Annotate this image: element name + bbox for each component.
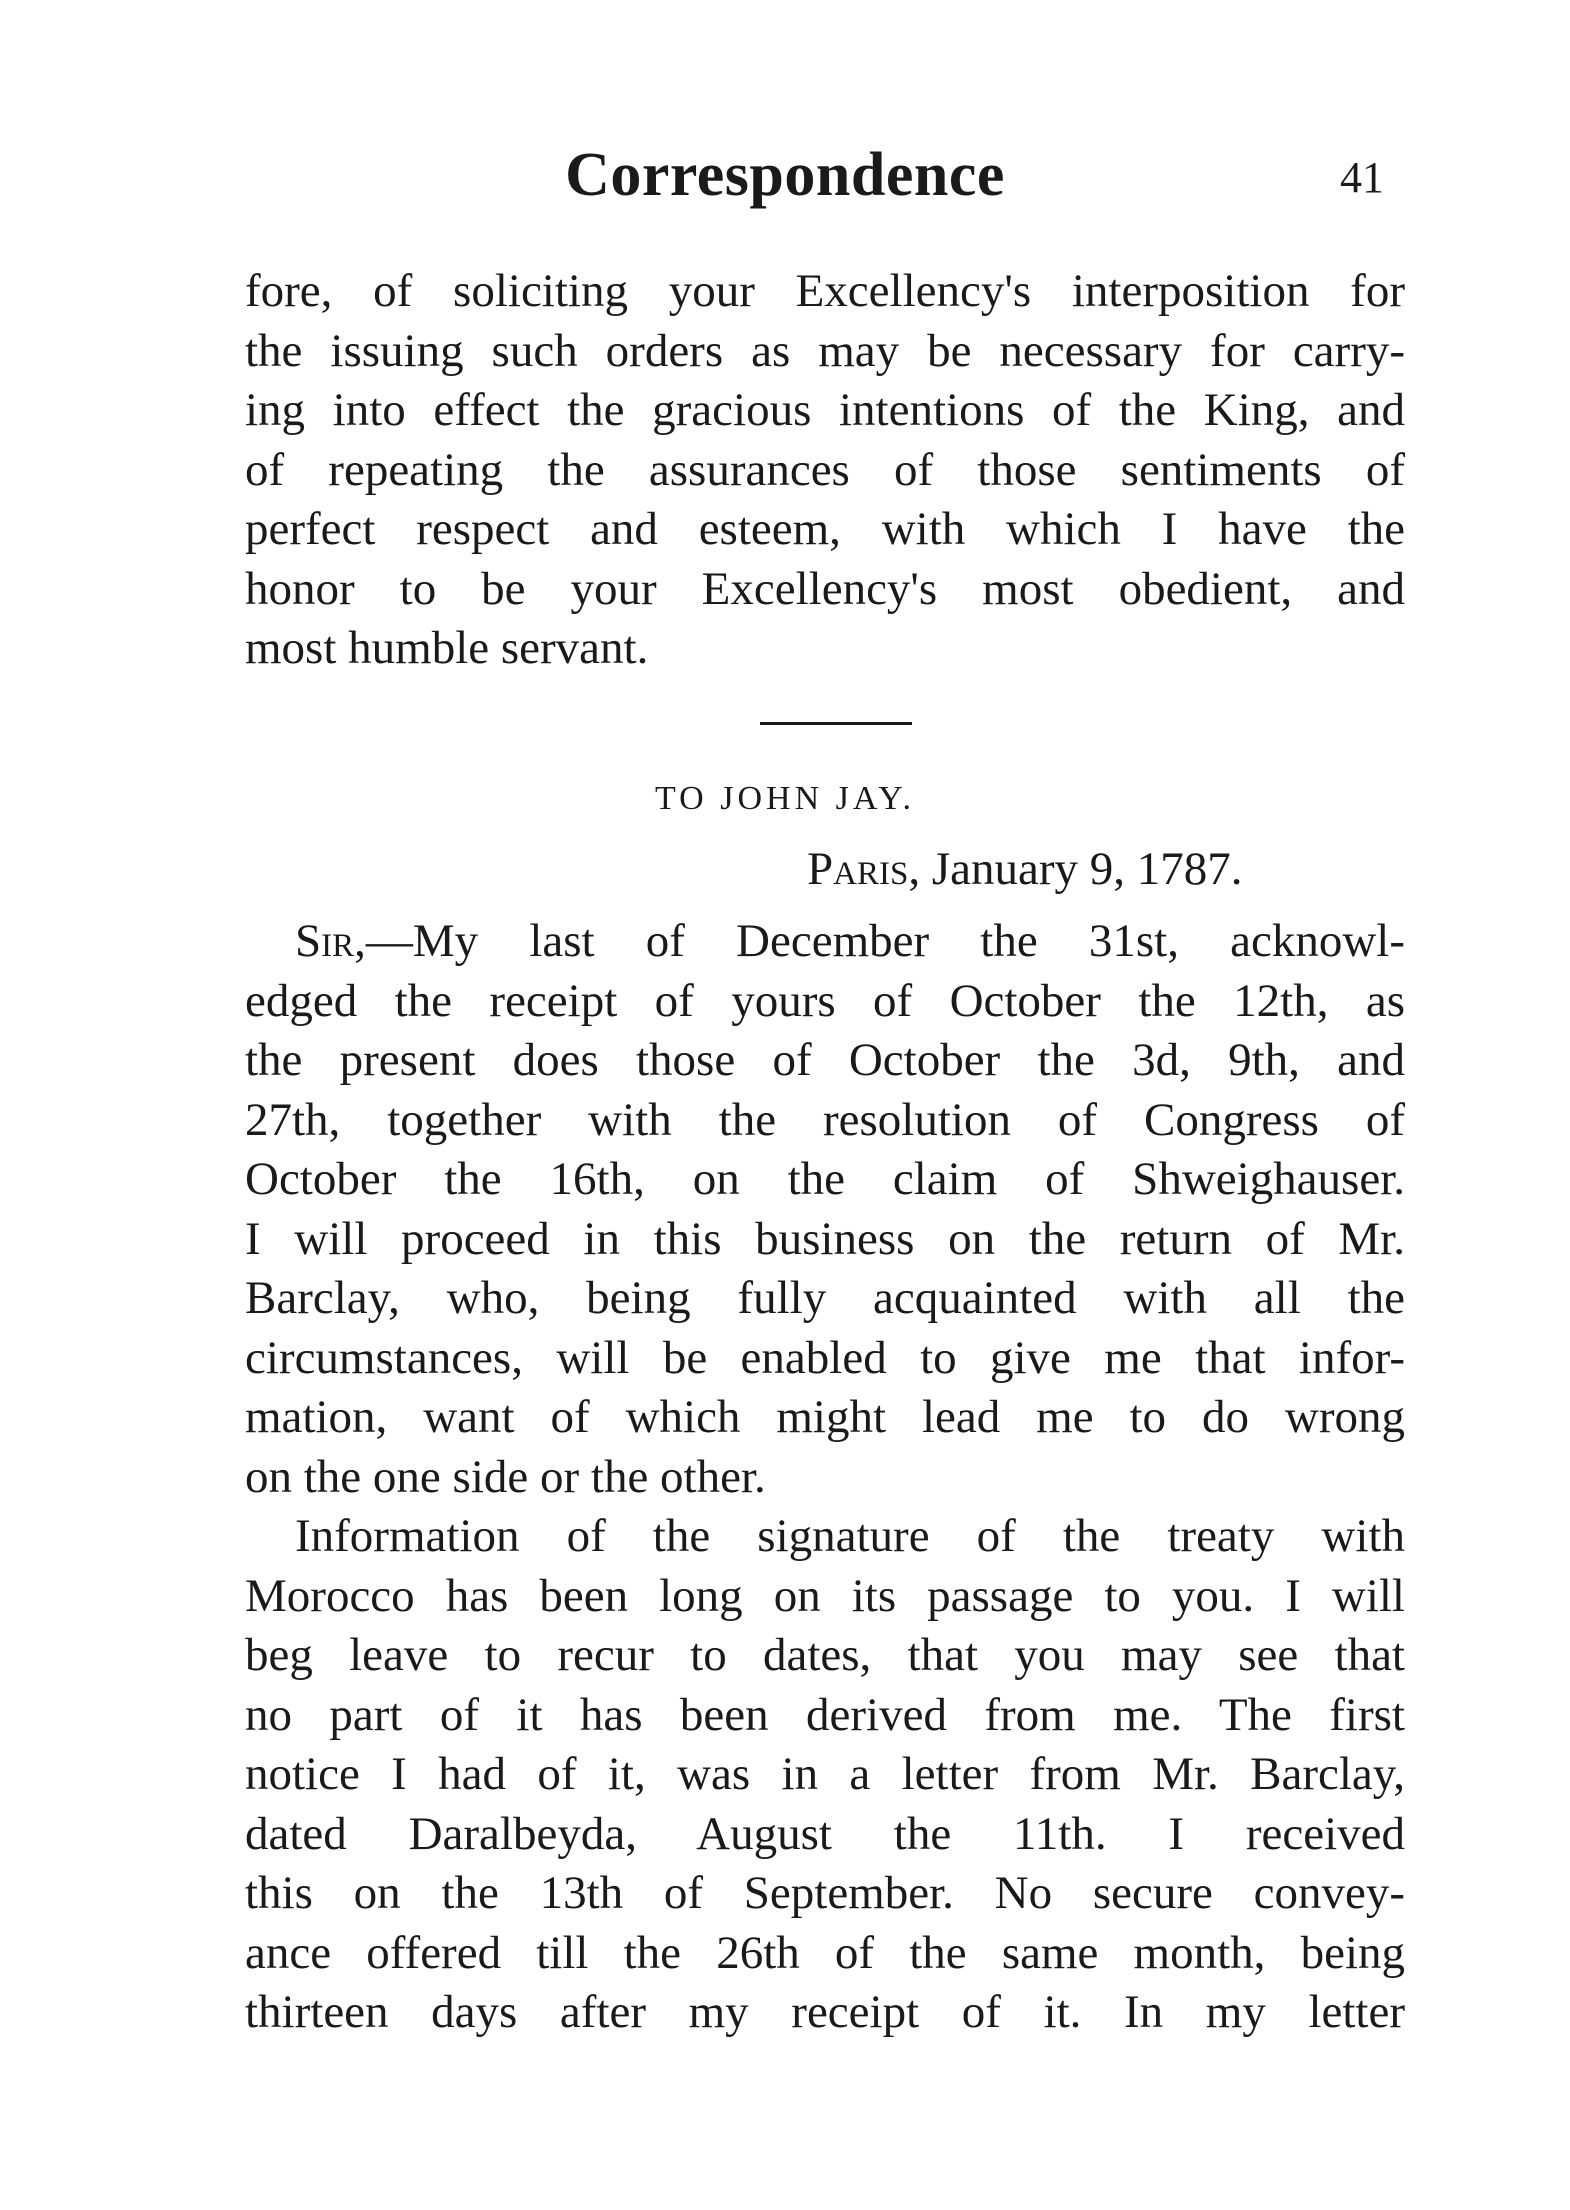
text-line: October the 16th, on the claim of Shweighauser. [245,1153,1405,1205]
salutation-rest: ,—My last of December the 31st, acknowl- [354,915,1405,967]
text-line: the issuing such orders as may be necessary for carry- [245,324,1405,377]
text-line: circumstances, will be enabled to give me that infor- [245,1331,1405,1384]
text-line: no part of it has been derived from me. The first [245,1688,1405,1741]
text-line: edged the receipt of yours of October the 12th, as [245,974,1405,1027]
text-line: ing into effect the gracious intentions of the King, and [245,384,1405,436]
running-header-title: Correspondence [565,141,1005,209]
text-line: ance offered till the 26th of the same month, being [245,1926,1405,1979]
text-line: notice I had of it, was in a letter from Mr. Barclay, [245,1748,1405,1800]
text-line: mation, want of which might lead me to do wrong [245,1391,1405,1443]
text-line: I will proceed in this business on the return of Mr. [245,1212,1405,1265]
letter-paragraph-1 [245,912,1405,1507]
text-line: Barclay, who, being fully acquainted with all the [245,1272,1405,1324]
text-line: dated Daralbeyda, August the 11th. I received [245,1807,1405,1860]
dateline-date: , January 9, 1787. [908,843,1243,895]
letter-addressee: TO JOHN JAY. [655,780,915,817]
text-line: 27th, together with the resolution of Congress of [245,1093,1405,1146]
text-line: of repeating the assurances of those sentiments of [245,443,1405,496]
text-line [245,912,1405,972]
dateline-place: Paris [807,843,909,895]
text-line: thirteen days after my receipt of it. In my letter [245,1986,1405,2038]
page-number: 41 [1340,153,1384,202]
text-line: this on the 13th of September. No secure convey- [245,1867,1405,1919]
text-line: the present does those of October the 3d, 9th, and [245,1034,1405,1086]
salutation: Sir [295,915,355,967]
text-line: honor to be your Excellency's most obedient, and [245,562,1405,615]
text-line: beg leave to recur to dates, that you may see that [245,1629,1405,1681]
letter-dateline [807,842,1243,896]
text-line: fore, of soliciting your Excellency's interposition for [245,265,1405,317]
text-line: Morocco has been long on its passage to you. I will [245,1569,1405,1622]
letter-paragraph-2 [245,1507,1405,2043]
section-divider [760,722,912,725]
continuation-paragraph [245,262,1405,679]
text-line: most humble servant. [245,622,649,674]
text-line: on the one side or the other. [245,1450,766,1503]
text-line: Information of the signature of the treaty with [295,1510,1405,1562]
text-line: perfect respect and esteem, with which I have the [245,503,1405,555]
